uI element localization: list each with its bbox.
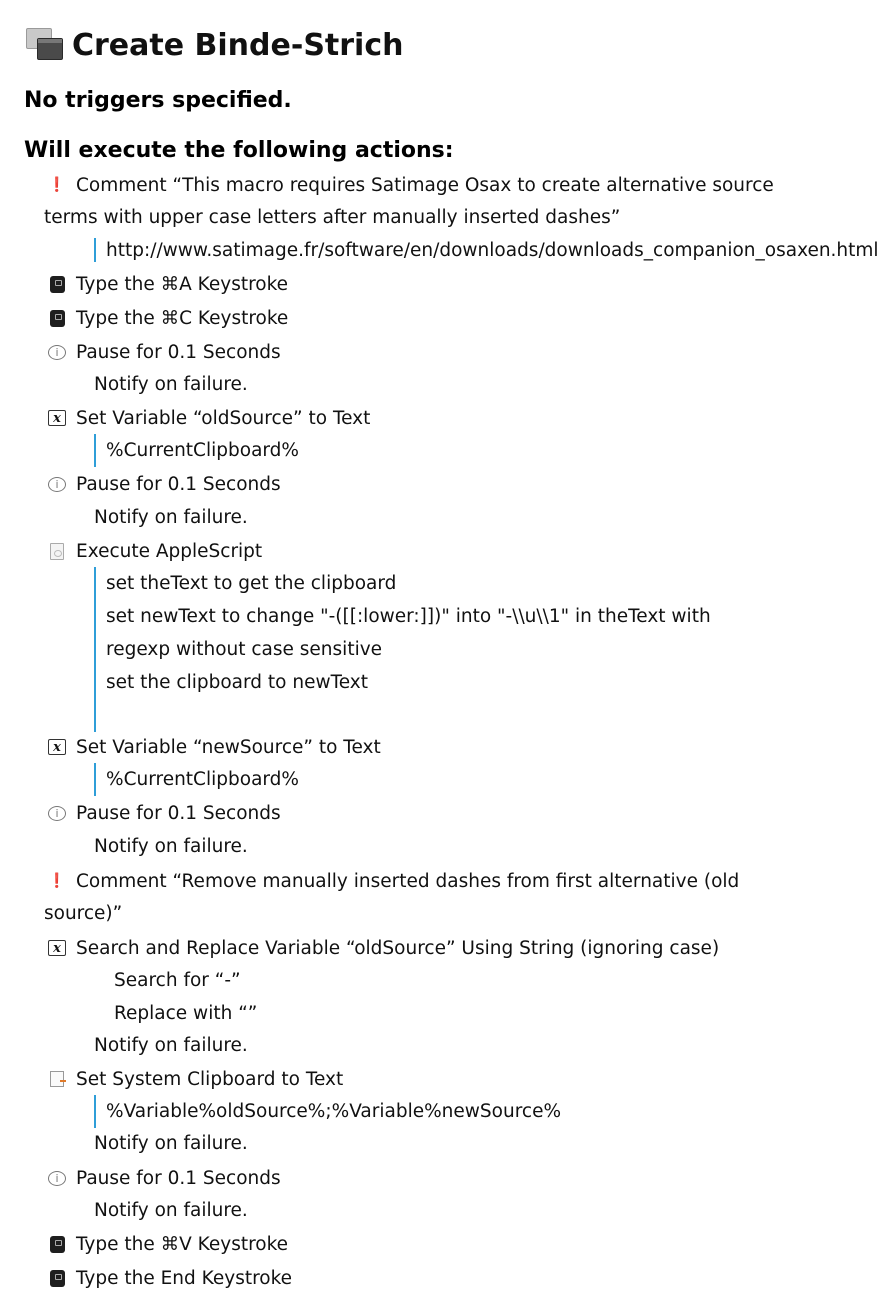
macro-title-row [24,22,403,68]
set-clipboard-value-block [94,1095,561,1128]
replace-with: Replace with “” [114,1002,258,1024]
setvar-new-value-block [94,763,299,796]
macro-windows-icon [24,25,64,65]
setvar-old-value: %CurrentClipboard% [106,440,300,461]
macro-title: Create Binde-Strich [72,27,404,63]
clock-icon: i [48,477,66,492]
action-type-end[interactable] [48,1263,292,1293]
search-for: Search for “-” [114,969,241,991]
comment-exclamation-icon: ❗ [48,873,66,889]
keystroke-icon [50,1270,65,1287]
pause-2-label: Pause for 0.1 Seconds [76,473,281,495]
script-line: set the clipboard to newText [106,672,368,693]
notify-6: Notify on failure. [94,1199,248,1221]
search-replace-label: Search and Replace Variable “oldSource” Using String (ignoring case) [76,937,720,959]
action-set-variable-old[interactable] [48,403,370,433]
action-set-clipboard[interactable] [48,1064,343,1094]
applescript-code-block [94,567,711,732]
clipboard-icon [50,1071,64,1087]
action-search-replace[interactable] [48,933,719,963]
keystroke-icon [50,1236,65,1253]
keystroke-icon [50,310,65,327]
script-line: set newText to change "-([[:lower:]])" into "-\\u\\1" in theText with [106,606,711,627]
action-set-variable-new[interactable] [48,732,381,762]
script-line: set theText to get the clipboard [106,573,397,594]
type-c-label: Type the ⌘C Keystroke [76,307,289,329]
setvar-new-label: Set Variable “newSource” to Text [76,736,381,758]
action-pause-3[interactable] [48,798,281,828]
notify-4: Notify on failure. [94,1034,248,1056]
script-blank-line [106,699,711,732]
setvar-old-value-block [94,434,299,467]
type-end-label: Type the End Keystroke [76,1267,293,1289]
set-clipboard-label: Set System Clipboard to Text [76,1068,344,1090]
action-pause-1[interactable] [48,337,281,367]
notify-1: Notify on failure. [94,373,248,395]
comment-2-line2: source)” [44,903,123,924]
set-clipboard-value: %Variable%oldSource%;%Variable%newSource% [106,1101,562,1122]
actions-heading: Will execute the following actions: [24,138,454,163]
clock-icon: i [48,1171,66,1186]
comment-1-line2: terms with upper case letters after manually inserted dashes” [44,207,621,228]
clock-icon: i [48,345,66,360]
comment-1-line1: Comment “This macro requires Satimage Osax to create alternative source [76,174,774,196]
applescript-label: Execute AppleScript [76,540,263,562]
notify-5: Notify on failure. [94,1132,248,1154]
action-execute-applescript[interactable] [48,536,262,566]
type-v-label: Type the ⌘V Keystroke [76,1233,289,1255]
clock-icon: i [48,806,66,821]
notify-3: Notify on failure. [94,835,248,857]
pause-4-label: Pause for 0.1 Seconds [76,1167,281,1189]
pause-3-label: Pause for 0.1 Seconds [76,802,281,824]
pause-1-label: Pause for 0.1 Seconds [76,341,281,363]
action-type-cmd-v[interactable] [48,1229,288,1259]
setvar-old-label: Set Variable “oldSource” to Text [76,407,371,429]
action-comment-1[interactable] [48,170,774,200]
triggers-heading: No triggers specified. [24,88,292,113]
comment-2-line1: Comment “Remove manually inserted dashes from first alternative (old [76,870,740,892]
variable-x-icon: x [48,739,66,755]
variable-x-icon: x [48,940,66,956]
notify-2: Notify on failure. [94,506,248,528]
action-pause-4[interactable] [48,1163,281,1193]
comment-1-url: http://www.satimage.fr/software/en/downloads/downloads_companion_osaxen.html [106,239,879,261]
applescript-icon [50,543,64,560]
keystroke-icon [50,276,65,293]
action-pause-2[interactable] [48,469,281,499]
action-comment-2[interactable] [48,866,739,896]
type-a-label: Type the ⌘A Keystroke [76,273,289,295]
action-type-cmd-c[interactable] [48,303,288,333]
variable-x-icon: x [48,410,66,426]
script-line: regexp without case sensitive [106,639,383,660]
comment-exclamation-icon: ❗ [48,177,66,193]
comment-1-url-block [94,238,879,262]
setvar-new-value: %CurrentClipboard% [106,769,300,790]
action-type-cmd-a[interactable] [48,269,288,299]
